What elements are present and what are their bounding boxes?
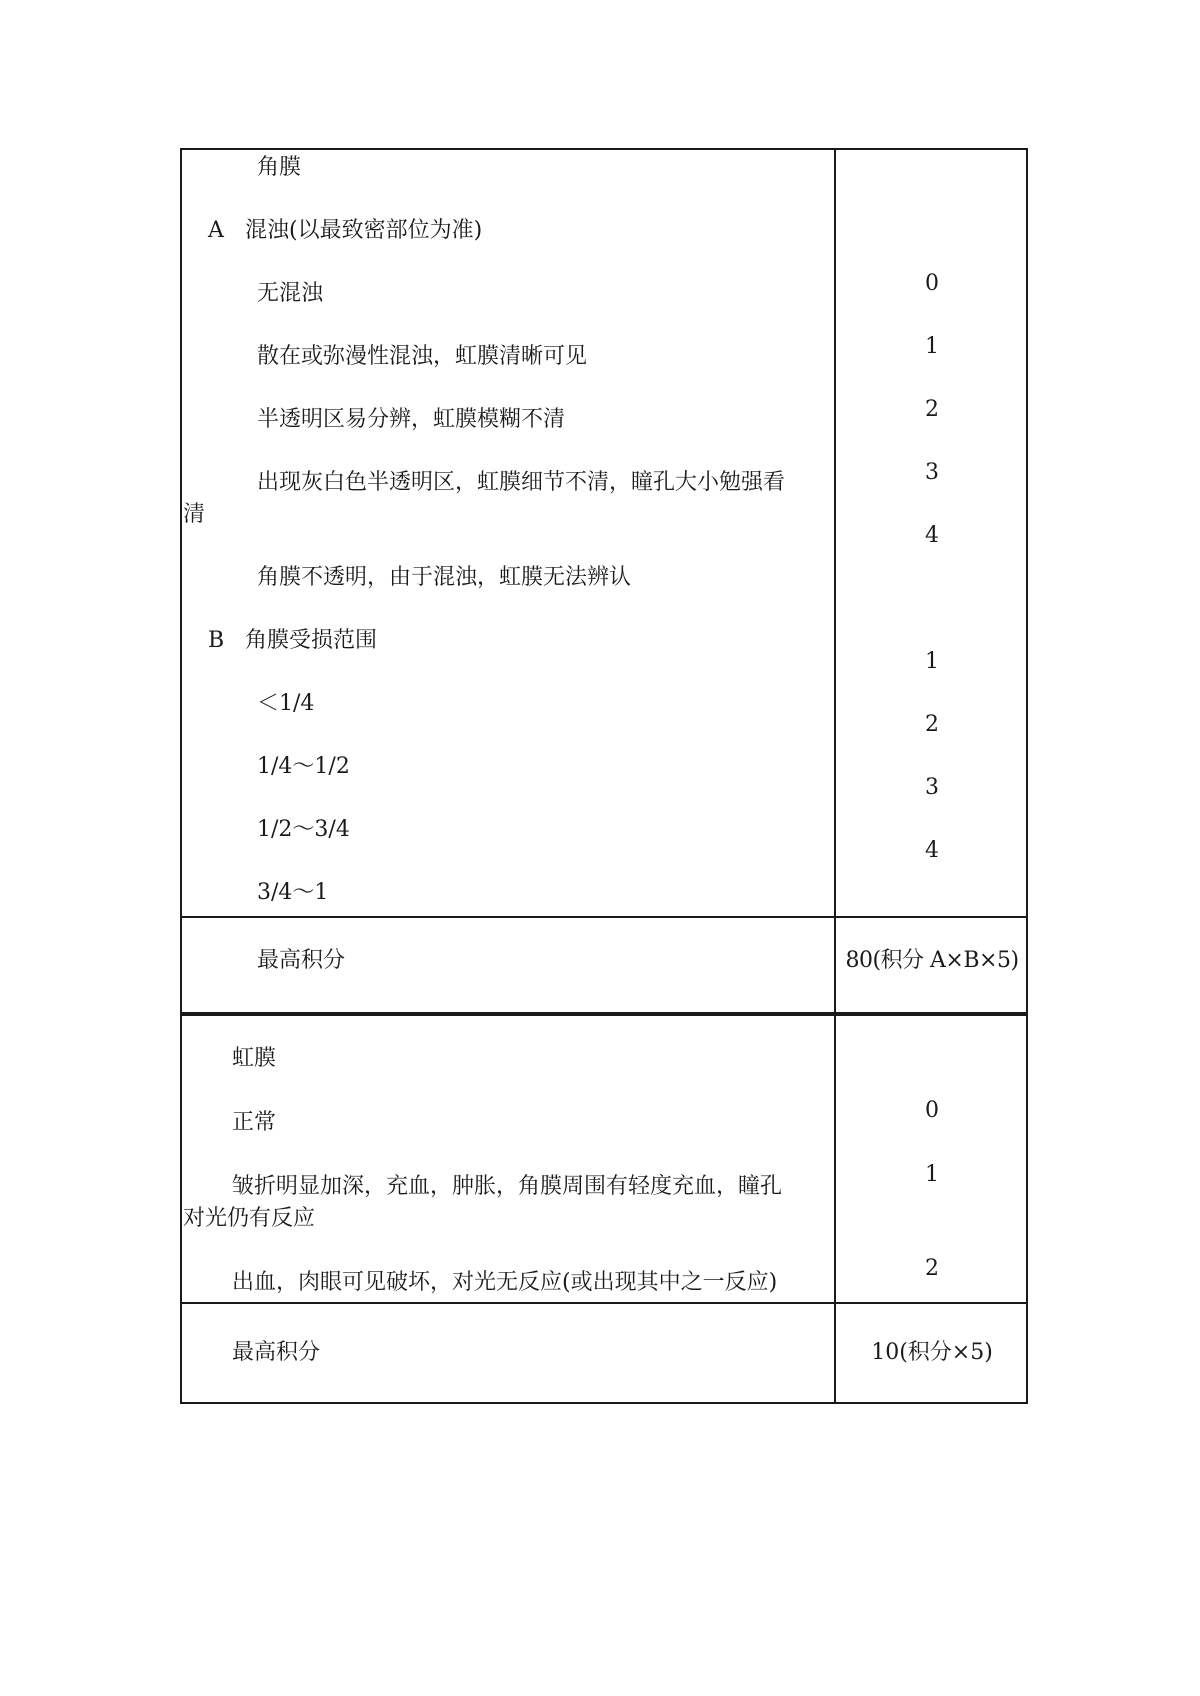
extent-item-2: 1/4～1/2 — [257, 754, 350, 779]
iris-max-value: 10(积分×5) — [871, 1340, 993, 1365]
extent-score-1: 1 — [925, 649, 939, 674]
iris-item-hemorrhage: 出血，肉眼可见破坏，对光无反应(或出现其中之一反应) — [232, 1270, 778, 1295]
extent-score-2: 2 — [925, 712, 939, 737]
section-a-letter: A — [208, 218, 224, 243]
iris-max-label: 最高积分 — [232, 1340, 321, 1365]
opacity-score-0: 0 — [925, 271, 939, 296]
iris-table — [180, 1012, 1028, 1404]
iris-score-0: 0 — [925, 1098, 939, 1123]
iris-score-1: 1 — [925, 1162, 939, 1187]
opacity-item-none: 无混浊 — [257, 281, 324, 306]
iris-item-congestion-cont: 对光仍有反应 — [183, 1206, 316, 1231]
row-divider — [182, 916, 1026, 918]
opacity-score-4: 4 — [925, 523, 939, 548]
extent-score-4: 4 — [925, 838, 939, 863]
extent-item-3: 1/2～3/4 — [257, 817, 350, 842]
iris-title: 虹膜 — [232, 1046, 277, 1071]
extent-item-4: 3/4～1 — [257, 880, 329, 905]
opacity-item-scattered: 散在或弥漫性混浊，虹膜清晰可见 — [257, 344, 588, 369]
section-a-label: 混浊(以最致密部位为准) — [245, 218, 483, 243]
cornea-max-label: 最高积分 — [257, 948, 346, 973]
section-b-label: 角膜受损范围 — [245, 628, 378, 653]
opacity-score-2: 2 — [925, 397, 939, 422]
cornea-title: 角膜 — [257, 155, 302, 180]
section-b-letter: B — [208, 628, 225, 653]
iris-score-2: 2 — [925, 1256, 939, 1281]
opacity-item-opaque: 角膜不透明，由于混浊，虹膜无法辨认 — [257, 565, 632, 590]
opacity-item-grey-white-cont: 清 — [183, 502, 206, 527]
extent-score-3: 3 — [925, 775, 939, 800]
opacity-item-grey-white: 出现灰白色半透明区，虹膜细节不清，瞳孔大小勉强看 — [257, 470, 786, 495]
iris-item-normal: 正常 — [232, 1110, 277, 1135]
opacity-item-translucent: 半透明区易分辨，虹膜模糊不清 — [257, 407, 566, 432]
iris-item-congestion: 皱折明显加深，充血，肿胀，角膜周围有轻度充血，瞳孔 — [232, 1174, 783, 1199]
extent-item-1: ＜1/4 — [257, 691, 315, 716]
opacity-score-1: 1 — [925, 334, 939, 359]
row-divider — [182, 1302, 1026, 1304]
opacity-score-3: 3 — [925, 460, 939, 485]
cornea-max-value: 80(积分 A×B×5) — [845, 948, 1019, 973]
cornea-table — [180, 148, 1028, 1016]
